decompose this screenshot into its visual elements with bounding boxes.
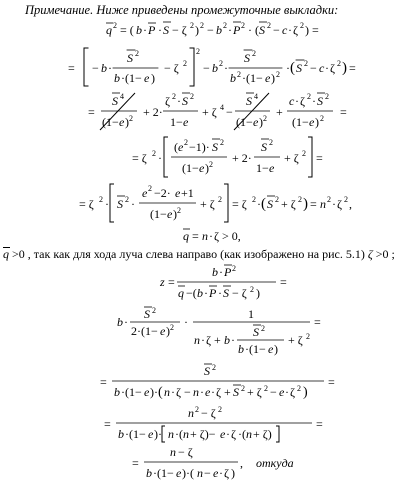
svg-text:q: q bbox=[178, 286, 184, 300]
svg-text:+ ζ: + ζ bbox=[247, 385, 262, 399]
svg-text:ζ: ζ bbox=[224, 466, 229, 480]
equation-line-5 bbox=[0, 180, 415, 226]
svg-text:−: − bbox=[203, 61, 210, 75]
svg-text:ζ: ζ bbox=[300, 94, 305, 108]
svg-text:c: c bbox=[319, 61, 325, 75]
svg-text:e: e bbox=[176, 466, 182, 480]
svg-text:+: + bbox=[224, 385, 231, 399]
svg-text:2: 2 bbox=[275, 195, 279, 204]
svg-text:2: 2 bbox=[183, 59, 187, 68]
svg-text:2: 2 bbox=[300, 21, 304, 30]
svg-text:+ ζ: + ζ bbox=[281, 197, 296, 211]
svg-text:S: S bbox=[267, 197, 273, 211]
svg-text:S: S bbox=[117, 197, 123, 211]
svg-text:ζ: ζ bbox=[216, 385, 221, 399]
svg-text:S: S bbox=[259, 23, 265, 37]
svg-text:=: = bbox=[314, 315, 321, 329]
otkuda-label: откуда bbox=[256, 456, 294, 470]
svg-text:·: · bbox=[105, 197, 109, 211]
svg-text:,: , bbox=[349, 197, 352, 211]
svg-text:z: z bbox=[160, 275, 165, 289]
svg-text:P: P bbox=[148, 23, 156, 37]
equation-line-4 bbox=[0, 134, 415, 180]
equation-line-1 bbox=[0, 18, 415, 44]
svg-text:n: n bbox=[320, 197, 326, 211]
svg-text:=: = bbox=[310, 197, 317, 211]
svg-text:=: = bbox=[104, 417, 111, 431]
svg-text:S: S bbox=[182, 94, 188, 108]
svg-text:−2·: −2· bbox=[154, 186, 171, 200]
svg-text:− ζ: − ζ bbox=[178, 445, 193, 459]
svg-text:S: S bbox=[204, 364, 210, 378]
svg-text:): ) bbox=[125, 115, 129, 129]
svg-text:2: 2 bbox=[344, 195, 348, 204]
svg-text:2: 2 bbox=[172, 92, 176, 101]
svg-text:q: q bbox=[183, 229, 189, 243]
svg-text:b: b bbox=[212, 61, 218, 75]
svg-text:e: e bbox=[309, 115, 315, 129]
svg-text:(: ( bbox=[261, 196, 266, 212]
svg-text:c: c bbox=[282, 23, 288, 37]
svg-text:(1−: (1− bbox=[102, 115, 119, 129]
svg-text:e: e bbox=[269, 161, 275, 175]
svg-text:·(1−: ·(1− bbox=[245, 342, 266, 356]
svg-text:−(: −( bbox=[186, 286, 197, 300]
svg-text:·: · bbox=[295, 94, 299, 108]
svg-text:=: = bbox=[340, 105, 347, 119]
svg-text:=: = bbox=[328, 375, 335, 389]
svg-text:·: · bbox=[158, 151, 162, 165]
svg-text:2·(1−: 2·(1− bbox=[131, 324, 158, 338]
svg-text:+ 2·: + 2· bbox=[232, 151, 252, 165]
svg-text:ζ: ζ bbox=[330, 61, 335, 75]
svg-text:S: S bbox=[223, 286, 229, 300]
svg-text:2: 2 bbox=[307, 92, 311, 101]
svg-text:=: = bbox=[280, 275, 287, 289]
svg-text:P: P bbox=[233, 23, 241, 37]
svg-text:n: n bbox=[188, 406, 194, 420]
svg-text:q: q bbox=[106, 23, 112, 37]
svg-text:2: 2 bbox=[327, 195, 331, 204]
svg-text:2: 2 bbox=[129, 114, 133, 123]
svg-text:1−: 1− bbox=[170, 115, 183, 129]
svg-text:1: 1 bbox=[248, 307, 254, 321]
svg-text:·: · bbox=[312, 94, 316, 108]
svg-text:−: − bbox=[207, 23, 214, 37]
svg-text:·: · bbox=[224, 61, 228, 75]
svg-text:2: 2 bbox=[209, 160, 213, 169]
svg-text:= ζ: = ζ bbox=[132, 151, 147, 165]
svg-text:= (: = ( bbox=[120, 23, 134, 37]
svg-text:·(: ·( bbox=[175, 427, 183, 441]
svg-text:c: c bbox=[289, 94, 295, 108]
svg-text:e: e bbox=[253, 115, 259, 129]
svg-text:n: n bbox=[168, 427, 174, 441]
svg-text:> 0,: > 0, bbox=[222, 229, 241, 243]
svg-text:e: e bbox=[268, 342, 274, 356]
svg-text:− ζ: − ζ bbox=[201, 406, 216, 420]
svg-text:)·: )· bbox=[150, 385, 158, 399]
svg-text:2: 2 bbox=[218, 405, 222, 414]
svg-text:−: − bbox=[204, 466, 211, 480]
svg-text:·: · bbox=[231, 333, 235, 347]
svg-text:S: S bbox=[246, 94, 252, 108]
svg-text:2: 2 bbox=[135, 49, 139, 58]
svg-text:2: 2 bbox=[184, 138, 188, 147]
svg-text:b: b bbox=[230, 71, 236, 85]
svg-text:b: b bbox=[136, 23, 142, 37]
svg-text:+ ζ: + ζ bbox=[202, 105, 217, 119]
svg-text:2: 2 bbox=[232, 264, 236, 273]
svg-text:b: b bbox=[114, 71, 120, 85]
svg-text:n: n bbox=[183, 427, 189, 441]
svg-text:n: n bbox=[246, 427, 252, 441]
svg-text:(1−: (1− bbox=[292, 115, 309, 129]
svg-text:e: e bbox=[144, 385, 150, 399]
svg-text:+ 2·: + 2· bbox=[143, 105, 163, 119]
equation-line-2 bbox=[0, 44, 415, 90]
svg-text:b: b bbox=[101, 61, 107, 75]
svg-text:+ ζ): + ζ) bbox=[253, 427, 272, 441]
svg-text:· (: · ( bbox=[248, 23, 259, 37]
svg-text:·: · bbox=[332, 197, 336, 211]
svg-text:=: = bbox=[192, 229, 199, 243]
svg-text:(: ( bbox=[290, 60, 295, 76]
svg-text:2: 2 bbox=[297, 384, 301, 393]
svg-text:(1−: (1− bbox=[150, 207, 167, 221]
svg-text:e: e bbox=[167, 207, 173, 221]
svg-text:S: S bbox=[163, 23, 169, 37]
svg-text:b: b bbox=[224, 333, 230, 347]
svg-text:·: · bbox=[124, 315, 128, 329]
svg-text:·: · bbox=[158, 23, 162, 37]
svg-text:·: · bbox=[204, 286, 208, 300]
svg-text:e: e bbox=[178, 140, 184, 154]
svg-text:2: 2 bbox=[195, 405, 199, 414]
svg-text:)·: )· bbox=[154, 427, 162, 441]
svg-text:b: b bbox=[197, 286, 203, 300]
svg-text:2: 2 bbox=[325, 92, 329, 101]
svg-text:ζ: ζ bbox=[176, 385, 181, 399]
svg-text:=: = bbox=[132, 456, 139, 470]
note-heading: Примечание. Ниже приведены промежуточные выкладки: bbox=[25, 3, 339, 17]
svg-text:(: ( bbox=[174, 140, 178, 154]
svg-text:e: e bbox=[148, 427, 154, 441]
svg-text:(1−: (1− bbox=[182, 161, 199, 175]
svg-text:e: e bbox=[183, 115, 189, 129]
svg-text:(1−: (1− bbox=[236, 115, 253, 129]
svg-text:·: · bbox=[219, 265, 223, 279]
svg-text:S: S bbox=[296, 61, 302, 75]
svg-text:e: e bbox=[205, 385, 211, 399]
svg-text:b: b bbox=[216, 23, 222, 37]
svg-text:P: P bbox=[209, 286, 217, 300]
svg-text:·(1−: ·(1− bbox=[242, 71, 263, 85]
svg-text:·(1−: ·(1− bbox=[153, 466, 174, 480]
condition-text: так как для хода луча слева направо (как изображено на рис. 5.1) bbox=[33, 247, 365, 261]
svg-text:·(: ·( bbox=[238, 427, 246, 441]
svg-text:=: = bbox=[316, 417, 323, 431]
svg-text:) =: ) = bbox=[305, 23, 319, 37]
svg-text:2: 2 bbox=[302, 149, 306, 158]
svg-text:·: · bbox=[209, 229, 213, 243]
svg-text:n: n bbox=[193, 385, 199, 399]
svg-text:S: S bbox=[233, 385, 239, 399]
svg-text:=: = bbox=[168, 275, 175, 289]
svg-text:2: 2 bbox=[264, 384, 268, 393]
svg-text:b: b bbox=[212, 265, 218, 279]
svg-text:1−: 1− bbox=[256, 161, 269, 175]
svg-text:): ) bbox=[195, 23, 199, 37]
svg-text:+: + bbox=[276, 105, 283, 119]
svg-text:b: b bbox=[146, 466, 152, 480]
svg-text:e: e bbox=[175, 186, 181, 200]
svg-text:ζ: ζ bbox=[206, 333, 211, 347]
svg-text:n: n bbox=[197, 466, 203, 480]
svg-text:·: · bbox=[171, 385, 175, 399]
svg-text:e: e bbox=[160, 324, 166, 338]
svg-text:·: · bbox=[211, 385, 215, 399]
svg-text:·: · bbox=[325, 61, 329, 75]
svg-text:+ ζ: + ζ bbox=[288, 333, 303, 347]
svg-text:b: b bbox=[117, 315, 123, 329]
svg-text:2: 2 bbox=[252, 195, 256, 204]
svg-text:2: 2 bbox=[250, 285, 254, 294]
svg-text:·: · bbox=[219, 466, 223, 480]
svg-text:·: · bbox=[226, 427, 230, 441]
svg-text:·: · bbox=[218, 286, 222, 300]
svg-text:−: − bbox=[226, 105, 233, 119]
svg-text:=: = bbox=[88, 105, 95, 119]
svg-text:2: 2 bbox=[241, 384, 245, 393]
svg-text:+: + bbox=[214, 333, 221, 347]
svg-text:2: 2 bbox=[125, 195, 129, 204]
svg-text:2: 2 bbox=[252, 49, 256, 58]
svg-text:4: 4 bbox=[120, 92, 124, 101]
svg-text:+ ζ: + ζ bbox=[284, 151, 299, 165]
svg-text:2: 2 bbox=[190, 92, 194, 101]
svg-text:e: e bbox=[142, 186, 148, 200]
svg-text:ζ: ζ bbox=[293, 23, 298, 37]
svg-text:= ζ: = ζ bbox=[79, 197, 94, 211]
svg-text:− ζ: − ζ bbox=[232, 286, 247, 300]
svg-text:): ) bbox=[303, 196, 308, 212]
svg-text:,: , bbox=[240, 456, 243, 470]
svg-text:): ) bbox=[259, 115, 263, 129]
svg-text:2: 2 bbox=[212, 363, 216, 372]
svg-text:): ) bbox=[256, 286, 260, 300]
svg-text:2: 2 bbox=[196, 47, 200, 56]
svg-text:2: 2 bbox=[190, 21, 194, 30]
svg-text:2: 2 bbox=[148, 184, 152, 193]
svg-text:·(1−: ·(1− bbox=[125, 427, 146, 441]
svg-text:2: 2 bbox=[306, 332, 310, 341]
svg-text:2: 2 bbox=[267, 21, 271, 30]
svg-text:+ ζ)−: + ζ)− bbox=[190, 427, 216, 441]
svg-text:): ) bbox=[151, 71, 155, 85]
svg-text:·: · bbox=[108, 61, 112, 75]
svg-text:4: 4 bbox=[220, 103, 224, 112]
equation-line-10 bbox=[0, 404, 415, 444]
svg-text:=: = bbox=[100, 375, 107, 389]
svg-text:·: · bbox=[288, 23, 292, 37]
svg-text:+ ζ: + ζ bbox=[200, 197, 215, 211]
equation-line-11 bbox=[0, 444, 415, 482]
svg-text:2: 2 bbox=[219, 59, 223, 68]
svg-text:): ) bbox=[166, 324, 170, 338]
svg-text:−: − bbox=[310, 61, 317, 75]
equation-line-9 bbox=[0, 362, 415, 402]
svg-text:e: e bbox=[199, 161, 205, 175]
svg-text:S: S bbox=[144, 307, 150, 321]
svg-text:S: S bbox=[112, 94, 118, 108]
svg-text:= ζ: = ζ bbox=[232, 197, 247, 211]
svg-text:2: 2 bbox=[298, 195, 302, 204]
svg-text:2: 2 bbox=[337, 59, 341, 68]
svg-text:n: n bbox=[194, 333, 200, 347]
svg-text:ζ: ζ bbox=[231, 427, 236, 441]
svg-text:2: 2 bbox=[218, 195, 222, 204]
svg-text:2: 2 bbox=[200, 21, 204, 30]
svg-text:·: · bbox=[257, 197, 261, 211]
svg-text:n: n bbox=[170, 445, 176, 459]
equation-line-7 bbox=[0, 264, 415, 306]
svg-text:2: 2 bbox=[152, 149, 156, 158]
svg-text:S: S bbox=[244, 51, 250, 65]
svg-text:): ) bbox=[274, 342, 278, 356]
svg-text:n: n bbox=[202, 229, 208, 243]
svg-text:): ) bbox=[173, 207, 177, 221]
svg-text:·: · bbox=[131, 197, 135, 211]
svg-text:·: · bbox=[286, 61, 290, 75]
svg-text:ζ: ζ bbox=[290, 385, 295, 399]
svg-text:2: 2 bbox=[304, 59, 308, 68]
svg-text:2: 2 bbox=[263, 114, 267, 123]
svg-text:S: S bbox=[127, 51, 133, 65]
svg-text:b: b bbox=[238, 342, 244, 356]
svg-text:b: b bbox=[118, 427, 124, 441]
svg-text:2: 2 bbox=[99, 195, 103, 204]
svg-text:2: 2 bbox=[220, 138, 224, 147]
svg-text:− ζ: − ζ bbox=[172, 23, 187, 37]
equation-line-8 bbox=[0, 306, 415, 360]
svg-text:4: 4 bbox=[254, 92, 258, 101]
svg-text:·: · bbox=[143, 23, 147, 37]
svg-text:2: 2 bbox=[269, 138, 273, 147]
svg-text:e: e bbox=[279, 385, 285, 399]
svg-text:2: 2 bbox=[177, 206, 181, 215]
svg-text:S: S bbox=[317, 94, 323, 108]
svg-text:·: · bbox=[200, 385, 204, 399]
svg-text:ζ: ζ bbox=[337, 197, 342, 211]
svg-text:2: 2 bbox=[276, 70, 280, 79]
svg-text:+1: +1 bbox=[181, 186, 194, 200]
svg-text:)·(: )·( bbox=[182, 466, 194, 480]
svg-text:−: − bbox=[273, 23, 280, 37]
svg-text:S: S bbox=[253, 325, 259, 339]
svg-text:ζ: ζ bbox=[165, 94, 170, 108]
svg-text:·: · bbox=[184, 315, 188, 329]
svg-text:·: · bbox=[285, 385, 289, 399]
svg-text:−: − bbox=[184, 385, 191, 399]
svg-text:·(1−: ·(1− bbox=[121, 71, 142, 85]
svg-text:·: · bbox=[228, 23, 232, 37]
svg-text:S: S bbox=[261, 140, 267, 154]
svg-text:e: e bbox=[144, 71, 150, 85]
svg-text:b: b bbox=[114, 385, 120, 399]
svg-text:2: 2 bbox=[241, 21, 245, 30]
svg-text:=: = bbox=[316, 151, 323, 165]
svg-text:2: 2 bbox=[261, 324, 265, 333]
condition-line: q >0 , так как для хода луча слева направо (как изображено на рис. 5.1) ζ >0 ; bbox=[3, 247, 395, 261]
equation-line-3 bbox=[0, 90, 415, 134]
svg-text:−: − bbox=[92, 61, 99, 75]
svg-text:ζ: ζ bbox=[214, 229, 219, 243]
svg-text:): ) bbox=[315, 115, 319, 129]
svg-text:e: e bbox=[265, 71, 271, 85]
svg-text:P: P bbox=[224, 265, 232, 279]
svg-text:2: 2 bbox=[237, 70, 241, 79]
svg-text:e: e bbox=[213, 466, 219, 480]
svg-text:e: e bbox=[119, 115, 125, 129]
svg-text:−1)·: −1)· bbox=[189, 140, 210, 154]
svg-text:2: 2 bbox=[320, 114, 324, 123]
svg-text:e: e bbox=[220, 427, 226, 441]
svg-text:): ) bbox=[231, 466, 235, 480]
svg-text:): ) bbox=[205, 161, 209, 175]
equation-line-6 bbox=[0, 226, 415, 246]
svg-text:2: 2 bbox=[113, 21, 117, 30]
svg-text:): ) bbox=[303, 385, 308, 400]
svg-text:·(1−: ·(1− bbox=[121, 385, 142, 399]
svg-text:): ) bbox=[342, 60, 347, 76]
svg-text:·: · bbox=[201, 333, 205, 347]
svg-text:− ζ: − ζ bbox=[164, 61, 179, 75]
svg-text:=: = bbox=[349, 61, 356, 75]
svg-text:=: = bbox=[68, 61, 75, 75]
svg-text:S: S bbox=[212, 140, 218, 154]
svg-text:2: 2 bbox=[170, 323, 174, 332]
svg-text:2: 2 bbox=[223, 21, 227, 30]
svg-text:n: n bbox=[164, 385, 170, 399]
svg-text:2: 2 bbox=[152, 306, 156, 315]
svg-text:(: ( bbox=[158, 385, 163, 400]
svg-text:·: · bbox=[177, 94, 181, 108]
svg-text:−: − bbox=[270, 385, 277, 399]
svg-text:): ) bbox=[271, 71, 275, 85]
